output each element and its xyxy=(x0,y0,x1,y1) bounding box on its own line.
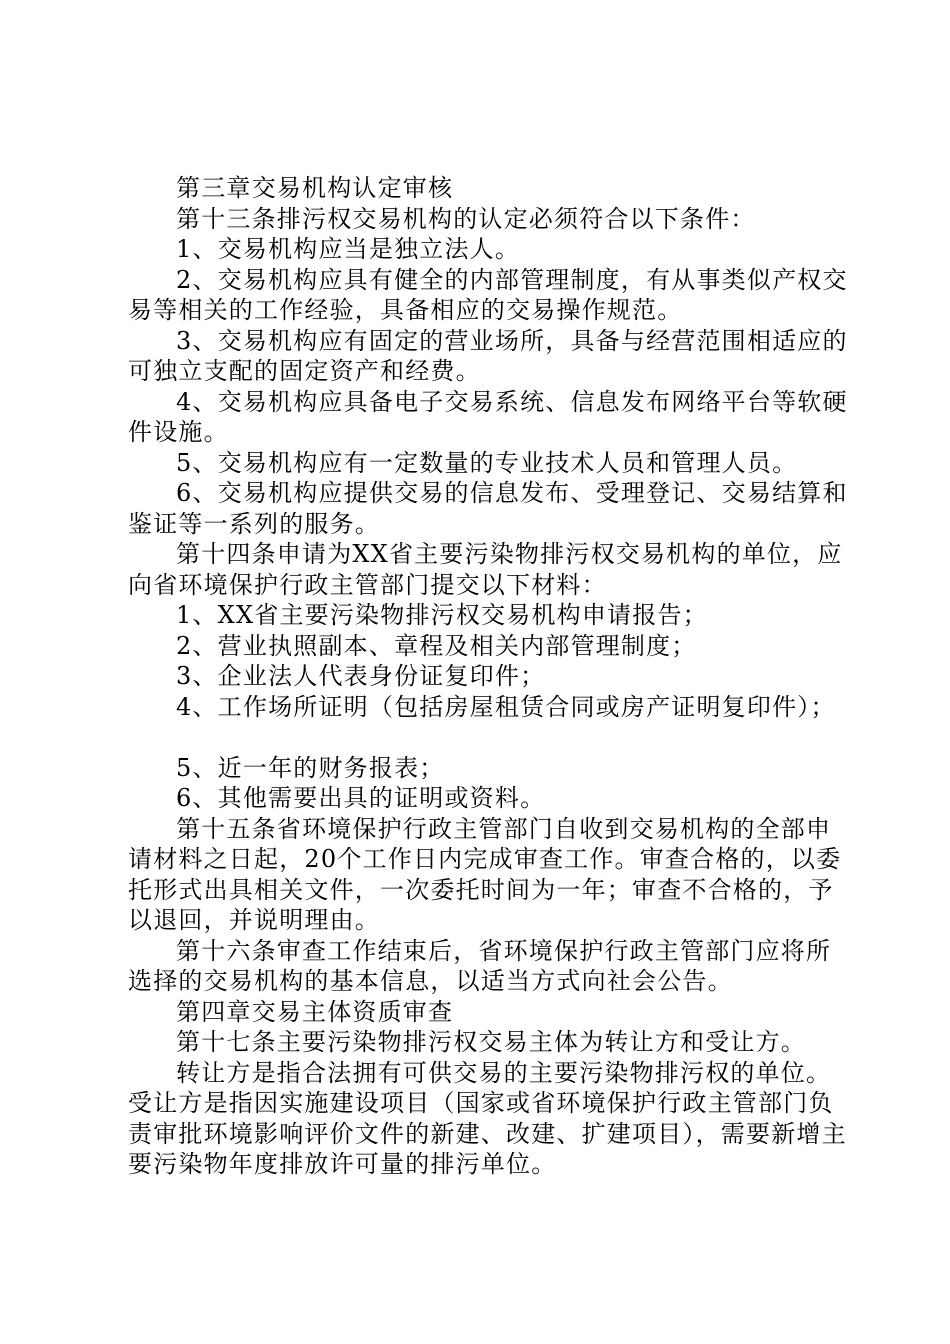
list-item: 5、近一年的财务报表； xyxy=(176,753,445,782)
chapter-heading: 第四章交易主体资质审查 xyxy=(176,997,454,1026)
list-item: 1、XX省主要污染物排污权交易机构申请报告； xyxy=(176,601,708,629)
blank-line xyxy=(128,722,848,753)
article-paragraph: 第十七条主要污染物排污权交易主体为转让方和受让方。 xyxy=(176,1028,806,1056)
list-item: 2、营业执照副本、章程及相关内部管理制度； xyxy=(176,631,697,660)
list-item: 5、交易机构应有一定数量的专业技术人员和管理人员。 xyxy=(176,448,798,477)
article-paragraph: 第十三条排污权交易机构的认定必须符合以下条件： xyxy=(176,204,756,233)
article-paragraph: 第十四条申请为XX省主要污染物排污权交易机构的单位，应向省环境保护行政主管部门提交以下材料： xyxy=(128,540,843,599)
list-item: 6、交易机构应提供交易的信息发布、受理登记、交易结算和鉴证等一系列的服务。 xyxy=(128,479,848,538)
document-body xyxy=(128,173,848,1180)
article-paragraph: 第十五条省环境保护行政主管部门自收到交易机构的全部申请材料之日起，20个工作日内完成审查工作。审查合格的，以委托形式出具相关文件，一次委托时间为一年；审查不合格的，予以退回，并说明理由。 xyxy=(128,814,842,934)
article-paragraph: 转让方是指合法拥有可供交易的主要污染物排污权的单位。受让方是指因实施建设项目（国家或省环境保护行政主管部门负责审批环境影响评价文件的新建、改建、扩建项目），需要新增主要污染物年度排放许可量的排污单位。 xyxy=(128,1058,847,1178)
list-item: 4、交易机构应具备电子交易系统、信息发布网络平台等软硬件设施。 xyxy=(128,387,848,446)
list-item: 3、企业法人代表身份证复印件； xyxy=(176,662,546,690)
list-item: 3、交易机构应有固定的营业场所，具备与经营范围相适应的可独立支配的固定资产和经费。 xyxy=(128,326,848,385)
chapter-heading: 第三章交易机构认定审核 xyxy=(176,174,454,202)
article-paragraph: 第十六条审查工作结束后，省环境保护行政主管部门应将所选择的交易机构的基本信息，以适当方式向社会公告。 xyxy=(128,936,832,995)
list-item: 1、交易机构应当是独立法人。 xyxy=(176,235,521,263)
list-item: 2、交易机构应具有健全的内部管理制度，有从事类似产权交易等相关的工作经验，具备相应的交易操作规范。 xyxy=(128,265,848,324)
list-item: 4、工作场所证明（包括房屋租赁合同或房产证明复印件）； xyxy=(176,692,836,721)
list-item: 6、其他需要出具的证明或资料。 xyxy=(176,784,546,812)
